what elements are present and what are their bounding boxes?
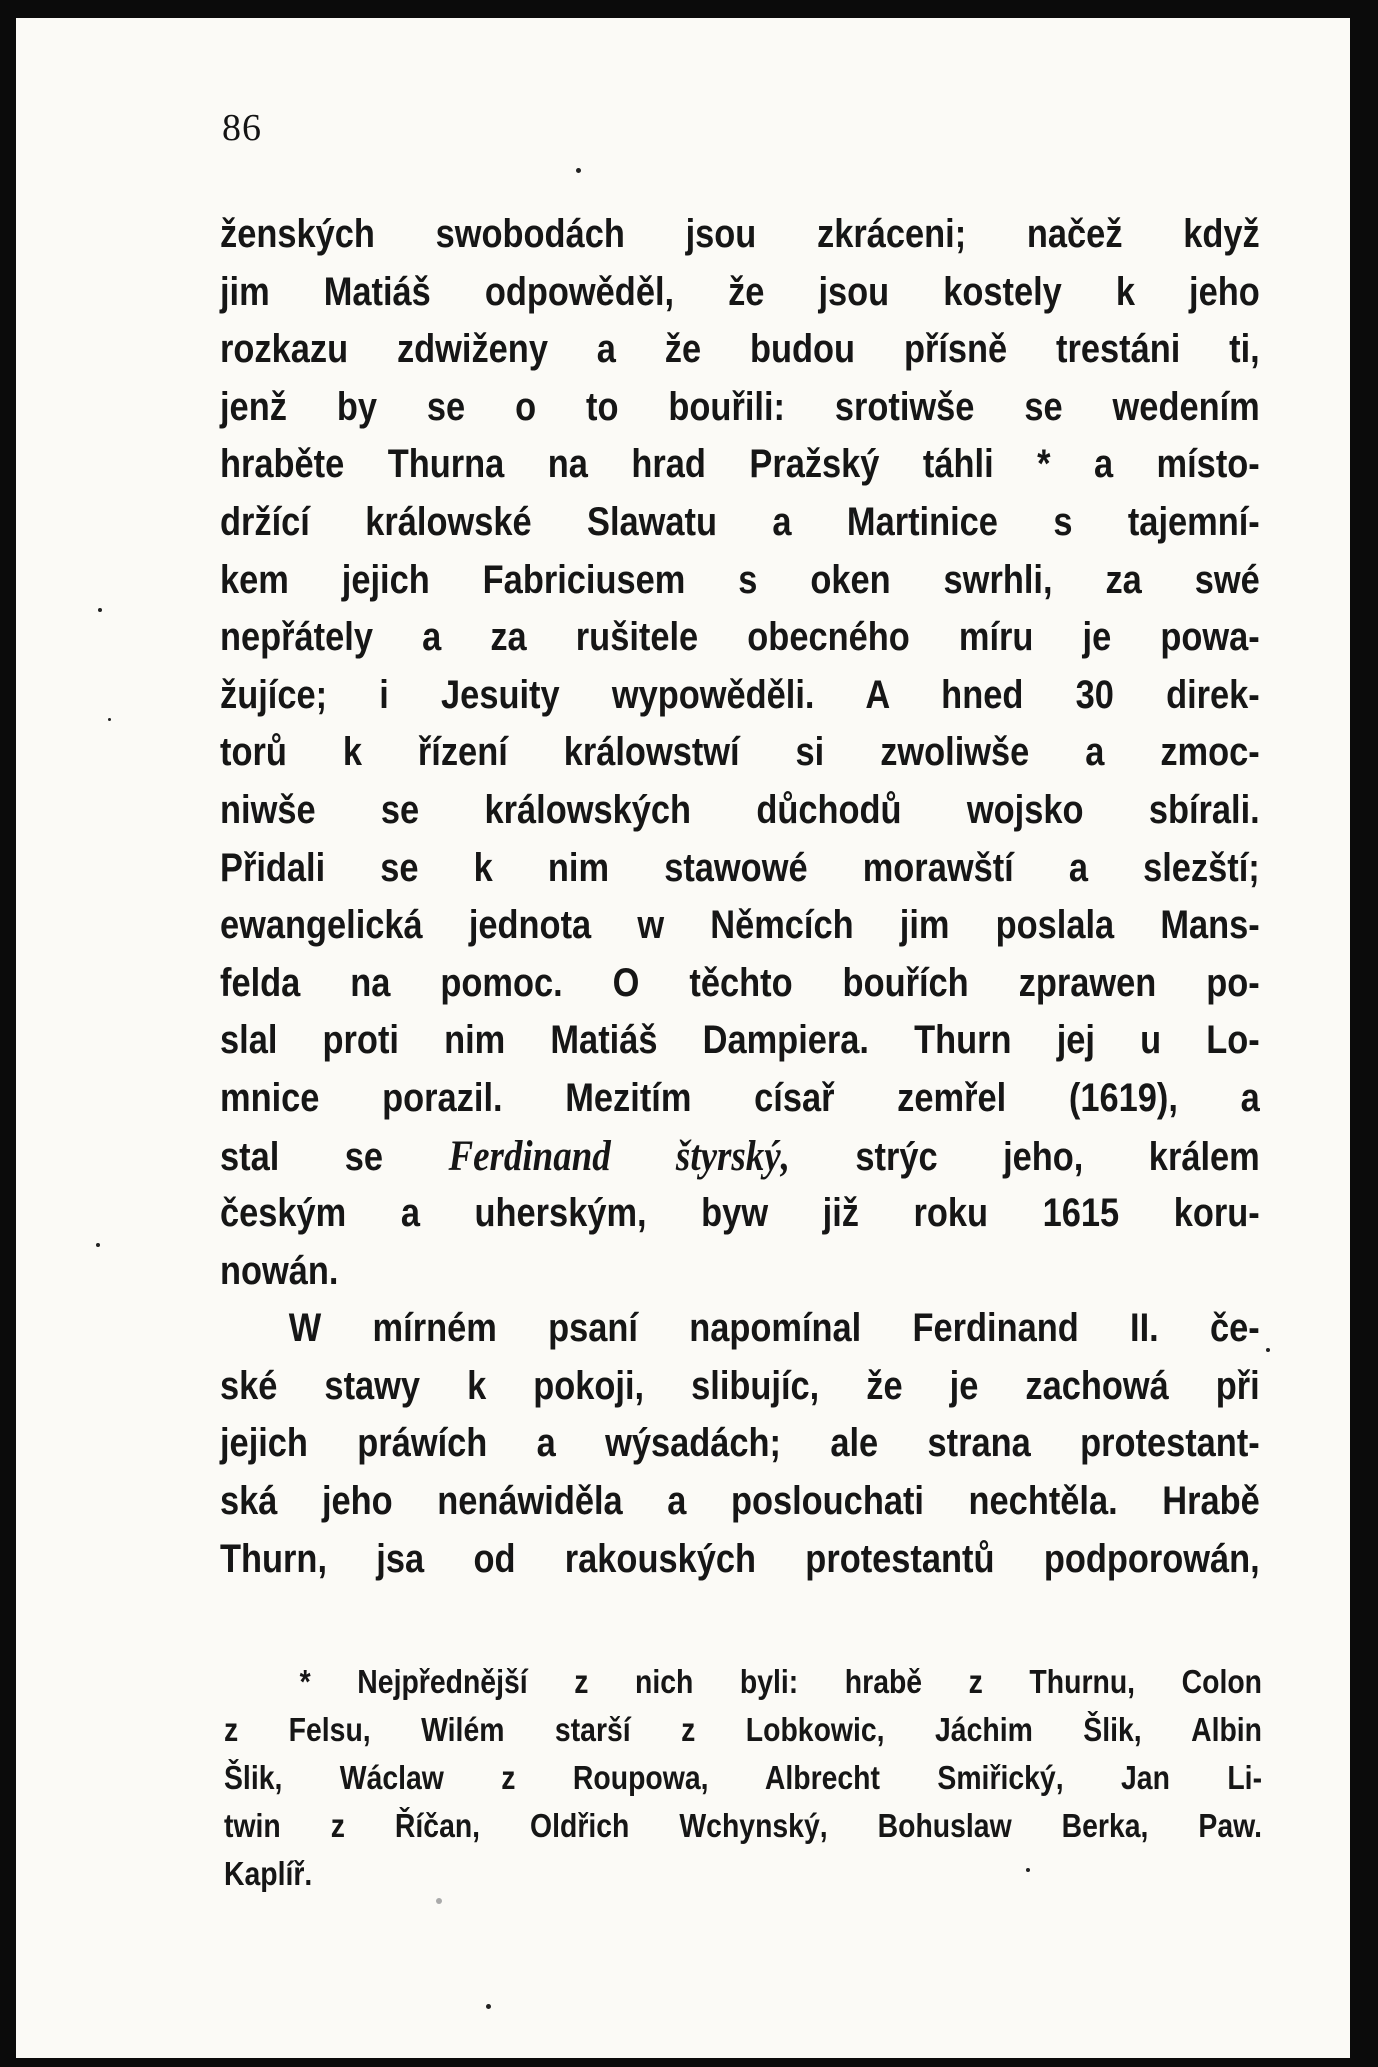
text-line: slal proti nim Matiáš Dampiera. Thurn jej u Lo- xyxy=(220,1018,1260,1063)
text-line: Thurn, jsa od rakouských protestantů podporowán, xyxy=(220,1536,1260,1581)
text-line: mnice porazil. Mezitím císař zemřel (1619), a xyxy=(220,1075,1260,1120)
book-page xyxy=(16,18,1350,2058)
scan-speck xyxy=(98,608,102,612)
text-line: ženských swobodách jsou zkráceni; načež když xyxy=(220,212,1260,256)
text-line: felda na pomoc. O těchto bouřích zprawen po- xyxy=(220,960,1260,1005)
text-segment: strýc jeho, králem xyxy=(855,1134,1260,1179)
footnote-line: Šlik, Wáclaw z Roupowa, Albrecht Smiřický, Jan Li- xyxy=(224,1759,1263,1796)
text-line: hraběte Thurna na hrad Pražský táhli * a místo- xyxy=(220,442,1260,487)
text-line: kem jejich Fabriciusem s oken swrhli, za swé xyxy=(220,557,1260,602)
scan-speck xyxy=(1026,1868,1030,1872)
footnote-line: * Nejpřednější z nich byli: hrabě z Thurnu, Colon xyxy=(299,1663,1263,1700)
text-line: Přidali se k nim stawowé morawští a slezští; xyxy=(220,845,1260,890)
text-line: niwše se králowských důchodů wojsko sbírali. xyxy=(220,787,1260,832)
text-line: torů k řízení králowstwí si zwoliwše a zmoc- xyxy=(220,730,1260,775)
text-line: ské stawy k pokoji, slibujíc, že je zachowá při xyxy=(220,1363,1260,1408)
scan-speck xyxy=(576,168,581,173)
scan-speck xyxy=(486,2004,491,2009)
text-line: nowán. xyxy=(220,1248,339,1293)
page-number: 86 xyxy=(222,107,262,149)
text-line: držící králowské Slawatu a Martinice s tajemní- xyxy=(220,499,1260,544)
footnote-line: Kaplíř. xyxy=(224,1855,313,1892)
ferdinand-name: Ferdinand štyrský, xyxy=(448,1132,790,1180)
text-line: jim Matiáš odpowěděl, že jsou kostely k jeho xyxy=(220,269,1260,314)
footnote-line: z Felsu, Wilém starší z Lobkowic, Jáchim Šlik, Albin xyxy=(224,1711,1263,1748)
text-line: jejich práwích a wýsadách; ale strana protestant- xyxy=(220,1421,1260,1466)
text-line: ská jeho nenáwiděla a poslouchati nechtěla. Hrabě xyxy=(220,1479,1260,1524)
text-segment: stal se xyxy=(220,1134,383,1179)
text-line: nepřátely a za rušitele obecného míru je powa- xyxy=(220,615,1260,660)
footnote-line: twin z Říčan, Oldřich Wchynský, Bohuslaw Berka, Paw. xyxy=(224,1807,1263,1844)
text-line: rozkazu zdwiženy a že budou přísně trestáni ti, xyxy=(220,327,1260,372)
text-line: jenž by se o to bouřili: srotiwše se wedením xyxy=(220,384,1260,429)
scan-speck xyxy=(96,1243,100,1247)
text-line: ewangelická jednota w Němcích jim poslala Mans- xyxy=(220,903,1260,948)
text-line: českým a uherským, byw již roku 1615 koru- xyxy=(220,1191,1260,1236)
scan-speck xyxy=(108,718,111,721)
text-line-with-italic xyxy=(220,1128,1260,1186)
scan-speck xyxy=(1266,1348,1270,1352)
main-text xyxy=(220,206,1260,1588)
paragraph-start-line: W mírném psaní napomínal Ferdinand II. če- xyxy=(288,1306,1260,1351)
footnote xyxy=(224,1658,1263,1898)
text-line: žujíce; i Jesuity wypowěděli. A hned 30 direk- xyxy=(220,672,1260,717)
scan-speck xyxy=(436,1898,442,1904)
